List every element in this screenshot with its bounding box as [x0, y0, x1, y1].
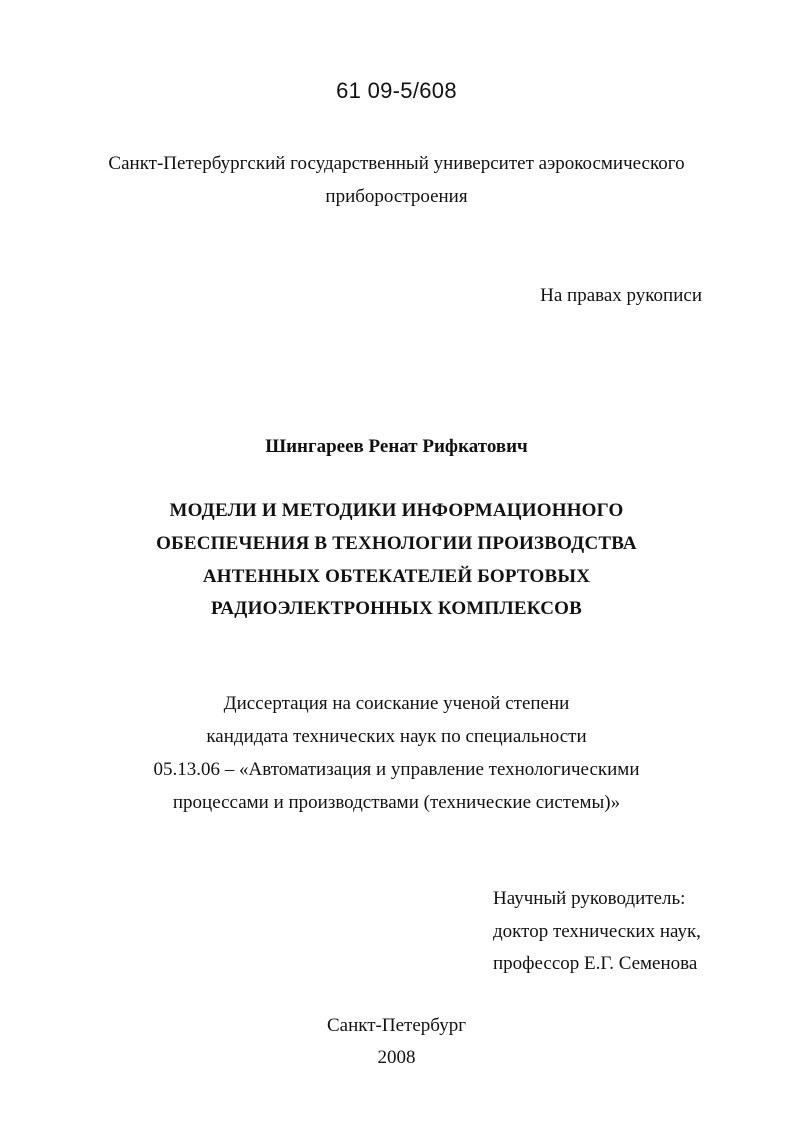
dissertation-info-line: процессами и производствами (технические системы)» — [172, 792, 621, 813]
thesis-title-line: РАДИОЭЛЕКТРОННЫХ КОМПЛЕКСОВ — [211, 598, 582, 619]
dissertation-info-line: 05.13.06 – «Автоматизация и управление технологическими — [153, 759, 640, 780]
supervisor-label: Научный руководитель: — [493, 888, 686, 909]
dissertation-info-line: кандидата технических наук по специальности — [206, 726, 587, 747]
author-name: Шингареев Ренат Рифкатович — [265, 436, 528, 457]
thesis-title-line: МОДЕЛИ И МЕТОДИКИ ИНФОРМАЦИОННОГО — [169, 500, 624, 521]
institution-line-1: Санкт-Петербургский государственный университет аэрокосмического — [108, 153, 685, 174]
supervisor-name: профессор Е.Г. Семенова — [493, 953, 698, 974]
manuscript-note: На правах рукописи — [540, 285, 702, 306]
institution-line-2: приборостроения — [325, 186, 468, 207]
thesis-title-line: АНТЕННЫХ ОБТЕКАТЕЛЕЙ БОРТОВЫХ — [202, 566, 591, 587]
dissertation-info-line: Диссертация на соискание ученой степени — [223, 693, 570, 714]
supervisor-degree: доктор технических наук, — [493, 921, 701, 942]
thesis-title-line: ОБЕСПЕЧЕНИЯ В ТЕХНОЛОГИИ ПРОИЗВОДСТВА — [156, 533, 637, 554]
city: Санкт-Петербург — [326, 1015, 466, 1036]
catalog-number: 61 09-5/608 — [336, 78, 457, 103]
year: 2008 — [377, 1047, 416, 1068]
